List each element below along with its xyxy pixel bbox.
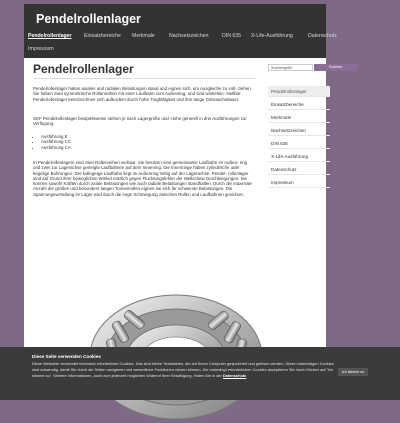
skf-paragraph: SKF Pendelrollenlager beispielsweise stehen je nach Lagergröße und -reihe generell in drei Ausführungen zur Verfügung: bbox=[33, 116, 247, 127]
cookie-body: Diese Webseite verwendet technisch erforderliche Cookies. Das sind kleine Textdateien, die auf Ihrem Computer gespeichert und gelesen werden. Diese notwendigen Cookies sind notwendig, damit Sie durch die Seiten navigieren und wesentliche Funktionen nutzen können. Die unbedingt erforderlichen Cookies akzeptieren Sie durch Klicken auf "Ich stimme zu". Weitere Informationen, auch zum jederzeit möglichen Widerruf Ihrer Einwilligung, finden Sie in der bbox=[32, 361, 334, 378]
variant-item: • Ausführung CA bbox=[41, 145, 191, 150]
nav-item-xlife[interactable]: X-Life-Ausführung bbox=[251, 33, 293, 39]
cookie-title: Diese Seite verwenden Cookies bbox=[32, 354, 101, 359]
cookie-banner bbox=[0, 347, 400, 400]
sidebar-item-xlife[interactable]: X-Life-Ausführung bbox=[268, 151, 330, 162]
page-title: Pendelrollenlager bbox=[33, 62, 134, 76]
main-nav bbox=[24, 30, 337, 60]
nav-item-datenschutz[interactable]: Datenschutz bbox=[308, 33, 337, 39]
search-input[interactable]: Suchbegriffe bbox=[268, 64, 313, 71]
nav-item-merkmale[interactable]: Merkmale bbox=[132, 33, 155, 39]
privacy-link[interactable]: Datenschutz bbox=[222, 373, 247, 378]
body-paragraph: In Pendelrollenlagern sind zwei Rollenreihen verbaut. Sie besitzen eine gemeinsame Laufbahn im Außen- ring und zwei zur Lagerachse geneigte Laufbahnen auf dem Innenring. Die Innenringe haben zylindrische oder kegelige Bohrungen. Der kollegeige Laufbahn liegt im Außenring mittig auf der Lagerachse. Pendel- rollenlager sind auf Grund ihrer beweglichen Winkel nützlich gegen Fluchtungsfehler der Wellschew Durchbiegungen. Sie können sowohl Kräften durch axiale Belastungen wie auch radiale Belastungen standhalten. Durch die maximale Anzahl der großen und besonders langen Tonnenrollen eignen sie sich für schwerste Belastungen. Die Spannungsverteilung im Lager wird durch die enge Schmiegung zwischen Rollen und Laufbahnen gesichert. bbox=[33, 160, 252, 197]
cookie-text: Diese Webseite verwendet technisch erforderliche Cookies. Das sind kleine Textdateien, die auf Ihrem Computer gespeichert und gelesen werden. Diese notwendigen Cookies sind notwendig, damit Sie durch die Seiten navigieren und wesentliche Funktionen nutzen können. Die unbedingt erforderlichen Cookies akzeptieren Sie durch Klicken auf "Ich stimme zu". Weitere Informationen, auch zum jederzeit möglichen Widerruf Ihrer Einwilligung, finden Sie in der Datenschutz. bbox=[32, 361, 334, 378]
sidebar-item-din635[interactable]: DIN 635 bbox=[268, 138, 330, 149]
sidebar-item-einsatzbereiche[interactable]: Einsatzbereiche bbox=[268, 99, 330, 110]
sidebar-item-merkmale[interactable]: Merkmale bbox=[268, 112, 330, 123]
nav-item-pendelrollenlager[interactable]: Pendelrollenlager bbox=[28, 33, 72, 39]
site-title[interactable]: Pendelrollenlager bbox=[36, 12, 141, 26]
nav-item-nachsetzzeichen[interactable]: Nachsetzzeichen bbox=[169, 33, 209, 39]
sidebar-item-impressum[interactable]: Impressum bbox=[268, 177, 330, 188]
variant-item: • Ausführung CC bbox=[41, 139, 191, 144]
search-button[interactable]: Suchen bbox=[314, 64, 357, 71]
nav-item-impressum[interactable]: Impressum bbox=[28, 46, 54, 52]
sidebar-item-pendelrollenlager[interactable]: Pendelrollenlager bbox=[268, 86, 330, 97]
nav-item-einsatzbereiche[interactable]: Einsatzbereiche bbox=[84, 33, 121, 39]
nav-item-din635[interactable]: DIN 635 bbox=[222, 33, 242, 39]
sidebar-item-datenschutz[interactable]: Datenschutz bbox=[268, 164, 330, 175]
sidebar-item-nachsetzzeichen[interactable]: Nachsetzzeichen bbox=[268, 125, 330, 136]
variant-list bbox=[36, 134, 191, 150]
accept-cookies-button[interactable]: Ich stimme zu bbox=[338, 368, 368, 376]
variant-item: • Ausführung E bbox=[41, 134, 191, 139]
title-divider bbox=[33, 78, 255, 79]
intro-paragraph: Pendelrollenlager halten axialen und radialen Belastungen stand und eignen sich, um Ausgleiche zu voll- ziehen. Sie haben zwei symmetrische Rollenreihen mit einer Laufbahn zum Außenring, und sind winkelein- stellbar. Pendelrollenlager kennzeichnen sich außerdem durch hohe Tragfähigkeit und ihre lange Gebrauchsdauer. bbox=[33, 86, 252, 102]
